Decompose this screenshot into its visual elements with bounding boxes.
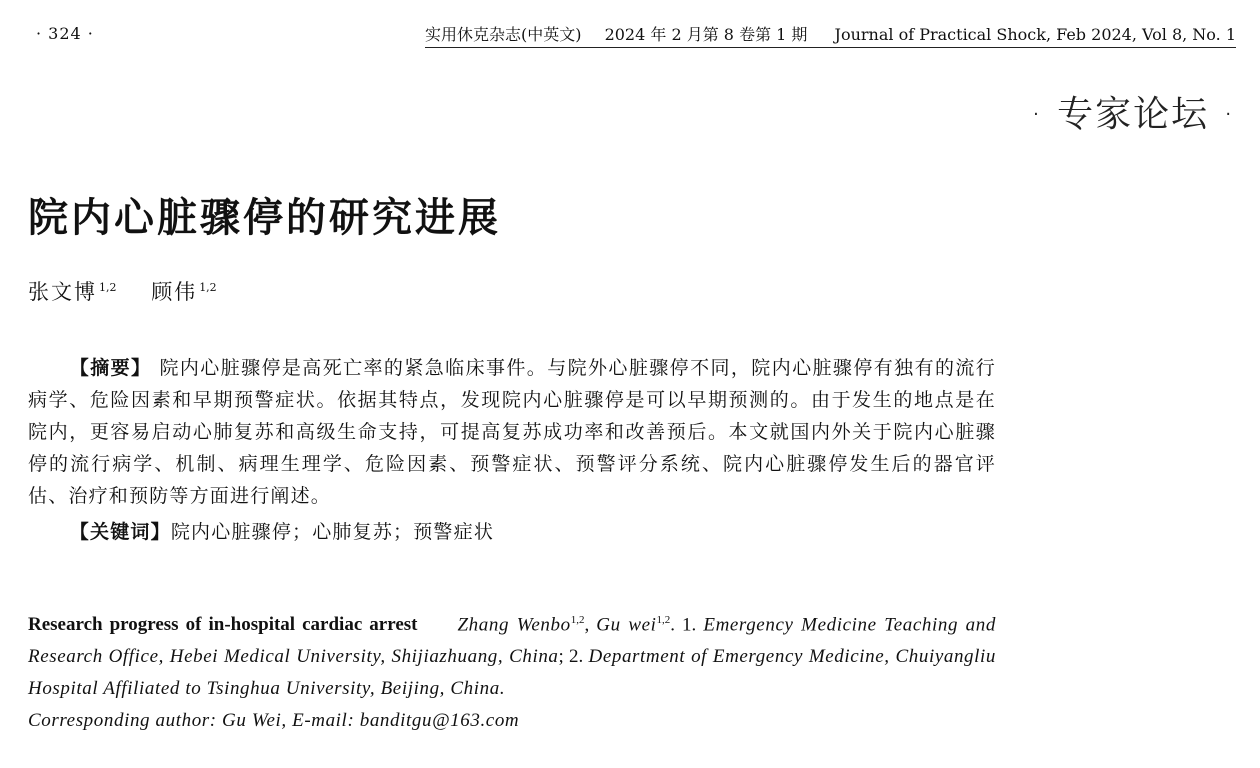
page-number: · 324 ·	[36, 24, 94, 43]
affiliation-number-1: . 1.	[670, 614, 697, 636]
column-label: · 专家论坛 ·	[1030, 94, 1236, 135]
english-title-paragraph: Research progress of in-hospital cardiac arrest Zhang Wenbo$^{1,2}$, Gu wei$^{1,2}$. 1. Emergency Medicine Teaching and Research Office, Hebei Medical University, Shijiazhuang, China; 2. Department of Emergency Medicine, Chuiyangliu Hospital Affiliated to Tsinghua University, Beijing, China.	[28, 614, 997, 700]
keywords-paragraph	[28, 516, 996, 548]
abstract-label: 【摘要】	[69, 357, 152, 379]
affiliation-number-2: ; 2.	[558, 646, 584, 668]
author-affiliation-marker: 1,2	[199, 281, 217, 294]
english-affiliation-1: Emergency Medicine Teaching and Research Office, Hebei Medical University, Shijiazhuang, China	[28, 614, 996, 668]
issue-info-cn: 2024 年 2 月第 8 卷第 1 期	[604, 25, 808, 44]
english-abstract-header	[28, 604, 996, 737]
abstract-paragraph	[28, 352, 996, 512]
keywords-label: 【关键词】	[69, 521, 171, 543]
english-author-2-affiliation: 1,2	[656, 614, 671, 626]
article-title: 院内心脏骤停的研究进展	[28, 195, 501, 241]
journal-name-en: Journal of Practical Shock, Feb 2024, Vol 8, No. 1	[834, 25, 1236, 44]
english-title: Research progress of in-hospital cardiac arrest	[28, 614, 418, 636]
journal-name-cn: 实用休克杂志(中英文)	[424, 25, 582, 44]
running-header	[425, 22, 1236, 48]
abstract-text: 院内心脏骤停是高死亡率的紧急临床事件。与院外心脏骤停不同，院内心脏骤停有独有的流行病学、危险因素和早期预警症状。依据其特点，发现院内心脏骤停是可以早期预测的。由于发生的地点是在院内，更容易启动心肺复苏和高级生命支持，可提高复苏成功率和改善预后。本文就国内外关于院内心脏骤停的流行病学、机制、病理生理学、危险因素、预警症状、预警评分系统、院内心脏骤停发生后的器官评估、治疗和预防等方面进行阐述。	[28, 357, 996, 507]
english-affiliation-2: Department of Emergency Medicine, Chuiyangliu Hospital Affiliated to Tsinghua University, Beijing, China.	[28, 646, 997, 700]
author-affiliation-marker: 1,2	[99, 281, 117, 294]
abstract-section	[28, 352, 996, 548]
keywords-text: 院内心脏骤停；心肺复苏；预警症状	[170, 521, 495, 543]
author-name	[28, 280, 117, 304]
english-author-1-affiliation: 1,2	[570, 614, 585, 626]
author-list	[28, 276, 217, 306]
author-name	[151, 280, 217, 304]
english-author-1: Zhang Wenbo	[457, 614, 571, 636]
author-name-text: 张文博	[28, 280, 97, 304]
english-author-2: Gu wei	[596, 614, 657, 636]
corresponding-author: Corresponding author: Gu Wei, E-mail: banditgu@163.com	[28, 710, 520, 732]
author-name-text: 顾伟	[151, 280, 198, 304]
